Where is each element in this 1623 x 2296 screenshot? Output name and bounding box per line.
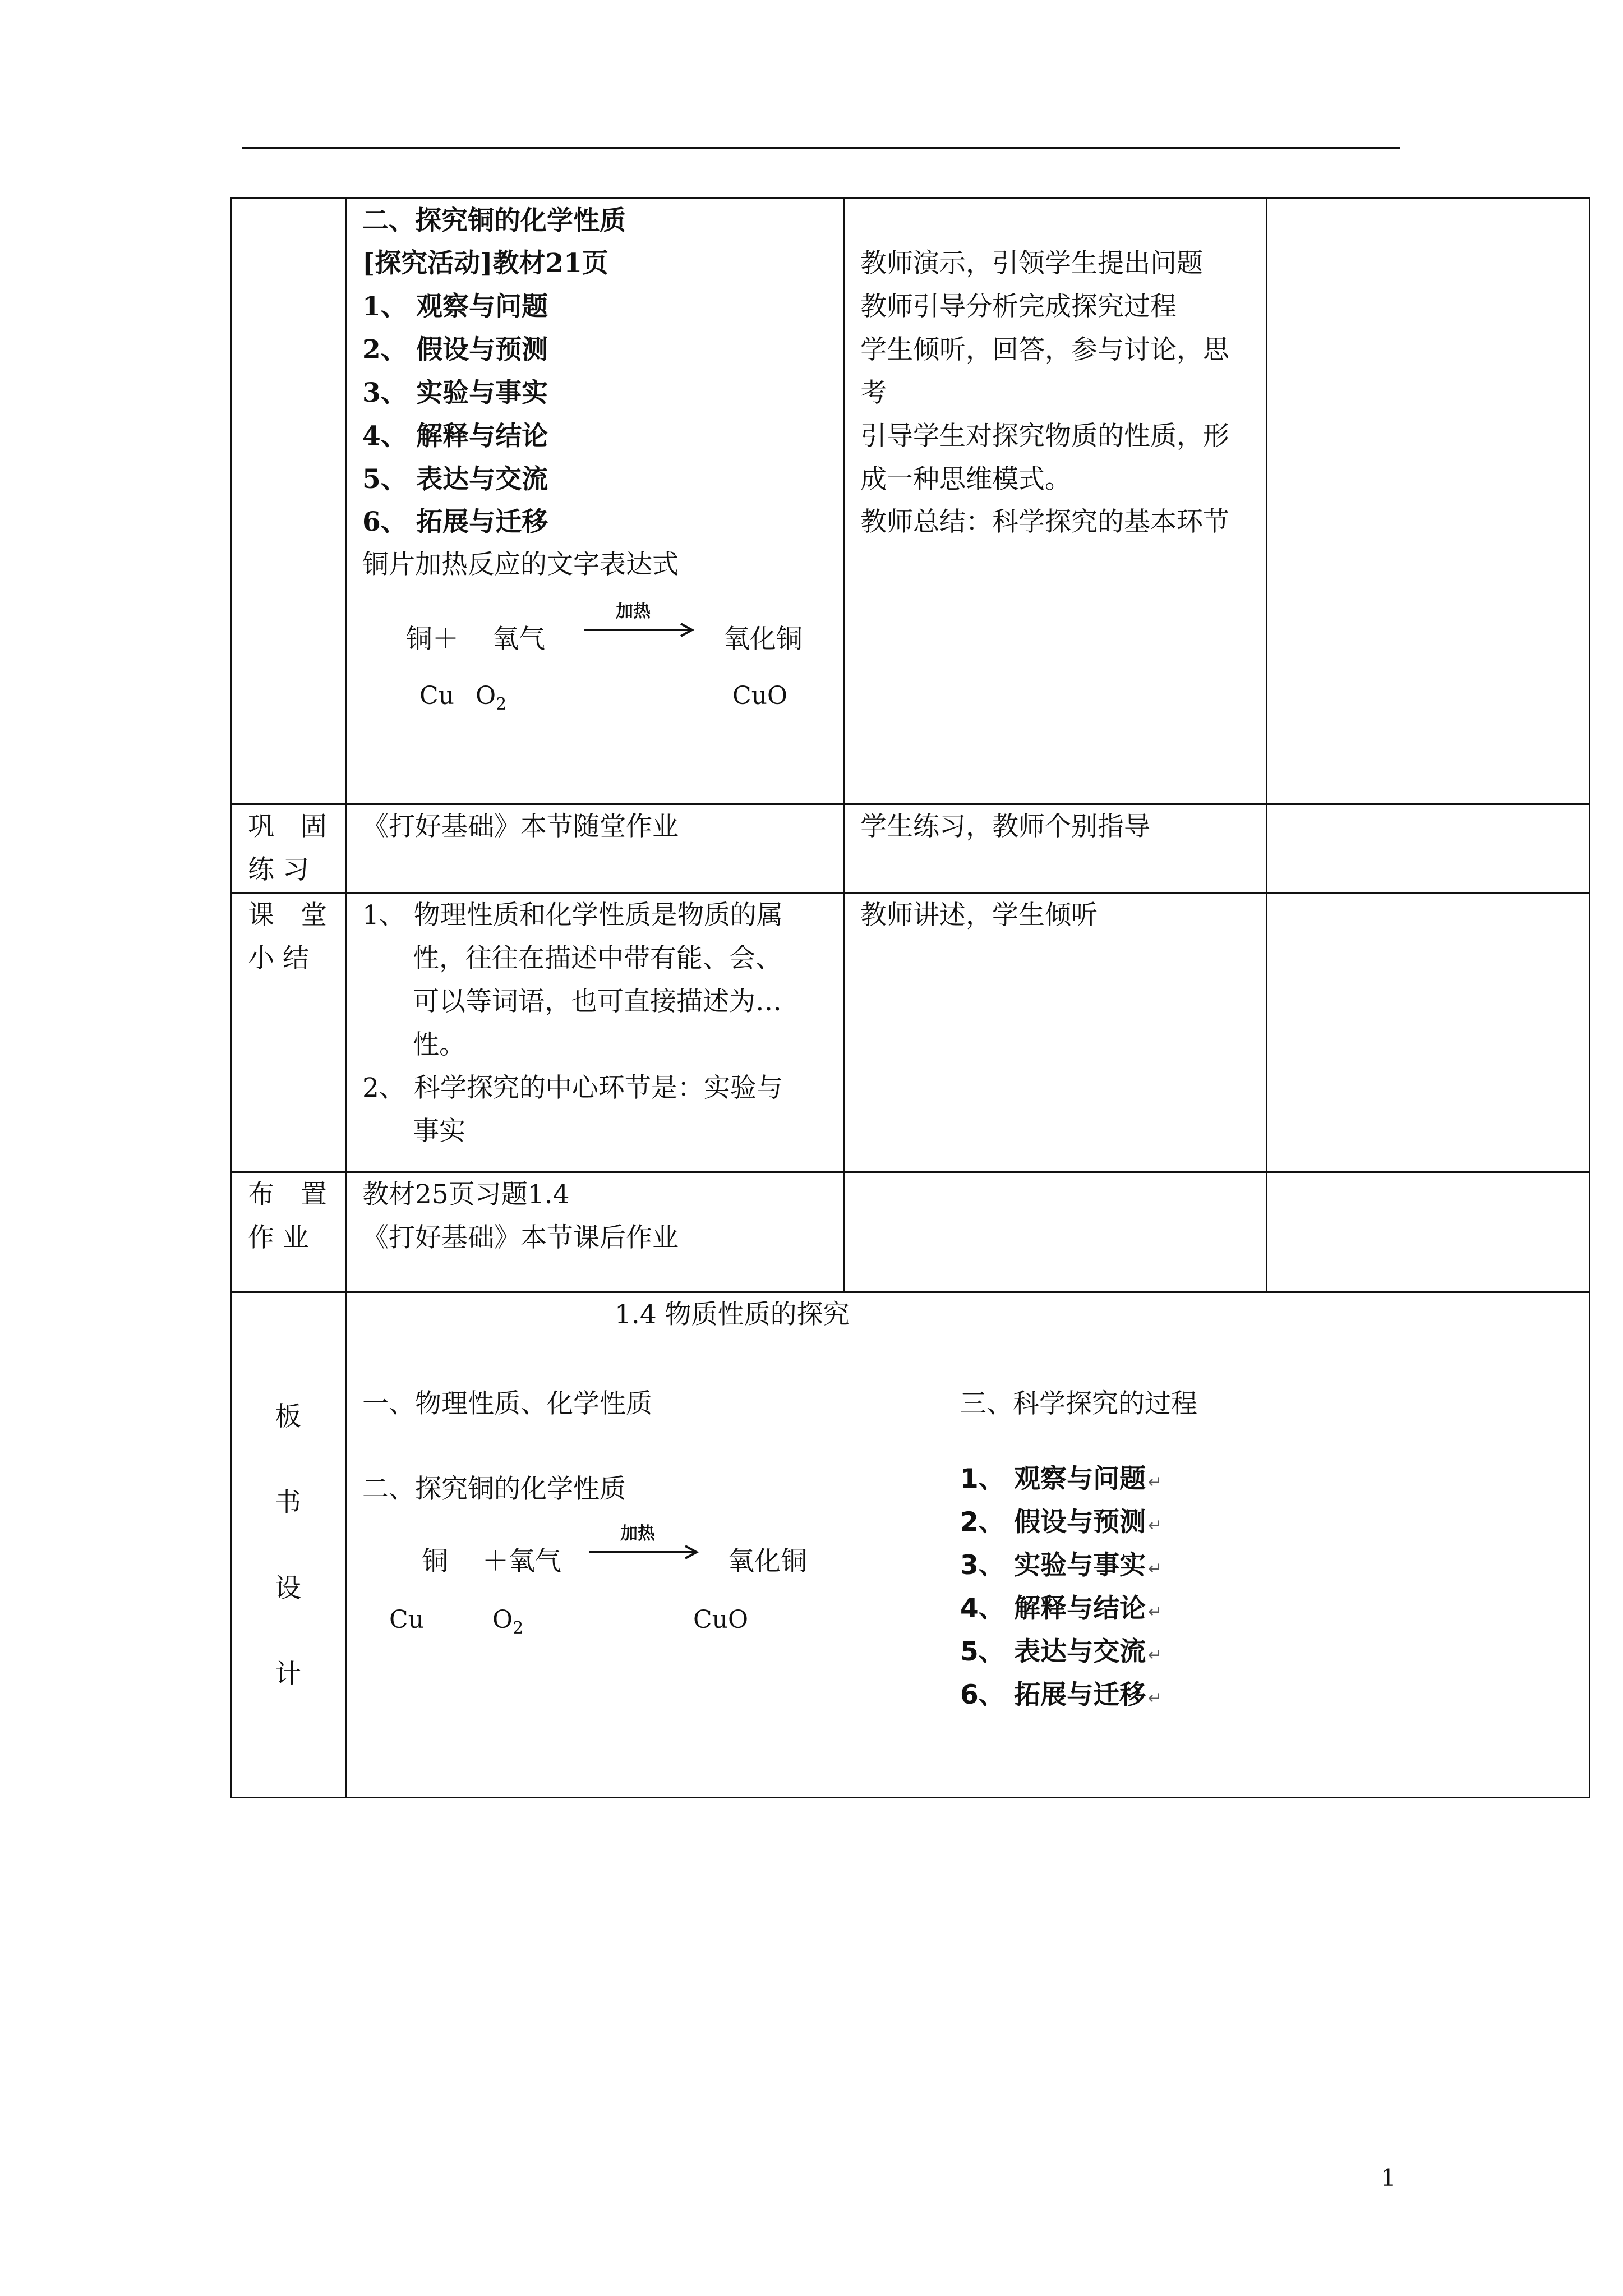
activity-line: 考 xyxy=(860,378,887,408)
explore-step: 2、 假设与预测 xyxy=(362,334,548,365)
explore-step: 5、 表达与交流 xyxy=(362,464,548,495)
summary-label: 小 结 xyxy=(248,943,309,974)
explore-step: 3、 实验与事实 xyxy=(362,378,548,408)
table-border-left xyxy=(230,197,232,1798)
explore-step: 6、 拓展与迁移 xyxy=(362,507,548,537)
row-divider xyxy=(230,1291,1590,1293)
practice-activity: 学生练习，教师个别指导 xyxy=(860,811,1150,842)
reactant-oxygen: 氧气 xyxy=(492,624,545,655)
activity-line: 学生倾听，回答，参与讨论，思 xyxy=(860,334,1229,365)
board-point: 二、探究铜的化学性质 xyxy=(362,1474,626,1504)
summary-point: 事实 xyxy=(413,1116,465,1147)
table-border-bottom xyxy=(230,1797,1590,1798)
product-copper-oxide: 氧化铜 xyxy=(723,624,803,655)
board-label-char: 计 xyxy=(275,1659,301,1690)
board-step: 1、 观察与问题 ↵ xyxy=(960,1464,1163,1494)
summary-point: 性，往往在描述中带有能、会、 xyxy=(413,943,782,974)
practice-content: 《打好基础》本节随堂作业 xyxy=(362,811,679,842)
board-step: 2、 假设与预测 ↵ xyxy=(960,1507,1163,1538)
row-divider xyxy=(230,892,1590,894)
column-divider xyxy=(1266,197,1267,1293)
word-equation-caption: 铜片加热反应的文字表达式 xyxy=(362,549,679,580)
table-border-right xyxy=(1589,197,1590,1798)
row-divider xyxy=(230,1171,1590,1173)
homework-item: 教材25页习题1.4 xyxy=(362,1179,570,1210)
page-number: 1 xyxy=(1381,2164,1396,2192)
board-step: 3、 实验与事实 ↵ xyxy=(960,1550,1163,1581)
board-point: 三、科学探究的过程 xyxy=(960,1388,1197,1419)
board-step: 6、 拓展与迁移 ↵ xyxy=(960,1680,1163,1710)
symbol-cu: Cu xyxy=(419,682,455,710)
board-symbol-cuo: CuO xyxy=(693,1605,749,1634)
board-reactant-oxygen: ＋氧气 xyxy=(482,1546,561,1577)
activity-line: 教师演示，引领学生提出问题 xyxy=(860,248,1203,279)
homework-label: 布 置 xyxy=(248,1179,327,1210)
practice-label: 练 习 xyxy=(248,854,309,885)
column-divider xyxy=(843,197,845,1293)
reactant-copper: 铜＋ xyxy=(406,624,459,655)
board-point: 一、物理性质、化学性质 xyxy=(362,1388,652,1419)
board-reaction-arrow-icon xyxy=(588,1544,700,1561)
activity-line: 引导学生对探究物质的性质，形 xyxy=(860,421,1229,452)
row-divider xyxy=(230,803,1590,805)
activity-line: 成一种思维模式。 xyxy=(860,464,1071,495)
symbol-o2: $O_2$ xyxy=(476,682,507,714)
board-title: 1.4 物质性质的探究 xyxy=(615,1299,850,1330)
board-symbol-cu: Cu xyxy=(389,1605,425,1634)
reaction-condition: 加热 xyxy=(616,601,651,622)
summary-label: 课 堂 xyxy=(248,900,327,931)
activity-line: 教师引导分析完成探究过程 xyxy=(860,291,1177,322)
summary-activity: 教师讲述，学生倾听 xyxy=(860,900,1098,931)
board-step: 5、 表达与交流 ↵ xyxy=(960,1636,1163,1667)
explore-step: 4、 解释与结论 xyxy=(362,421,548,452)
explore-activity-ref: [探究活动]教材21页 xyxy=(362,248,608,279)
summary-point: 2、 科学探究的中心环节是：实验与 xyxy=(362,1073,783,1103)
summary-point: 1、 物理性质和化学性质是物质的属 xyxy=(362,900,783,931)
board-reaction-condition: 加热 xyxy=(620,1524,655,1544)
practice-label: 巩 固 xyxy=(248,811,327,842)
summary-point: 可以等词语，也可直接描述为… xyxy=(413,986,782,1017)
board-label-char: 板 xyxy=(275,1401,301,1432)
table-border-top xyxy=(230,197,1590,199)
activity-line: 教师总结：科学探究的基本环节 xyxy=(860,507,1229,537)
explore-step: 1、 观察与问题 xyxy=(362,291,548,322)
homework-label: 作 业 xyxy=(248,1222,309,1253)
explore-heading: 二、探究铜的化学性质 xyxy=(362,205,626,236)
board-reactant-copper: 铜 xyxy=(422,1546,448,1577)
header-rule xyxy=(242,147,1400,149)
board-product-copper-oxide: 氧化铜 xyxy=(728,1546,807,1577)
column-divider xyxy=(345,197,347,1798)
board-step: 4、 解释与结论 ↵ xyxy=(960,1593,1163,1624)
summary-point: 性。 xyxy=(413,1029,465,1060)
board-symbol-o2: $O_2$ xyxy=(492,1605,524,1638)
symbol-cuo: CuO xyxy=(732,682,788,710)
reaction-arrow-icon xyxy=(583,622,695,638)
board-label-char: 设 xyxy=(275,1573,301,1604)
homework-item: 《打好基础》本节课后作业 xyxy=(362,1222,679,1253)
board-label-char: 书 xyxy=(275,1487,301,1518)
